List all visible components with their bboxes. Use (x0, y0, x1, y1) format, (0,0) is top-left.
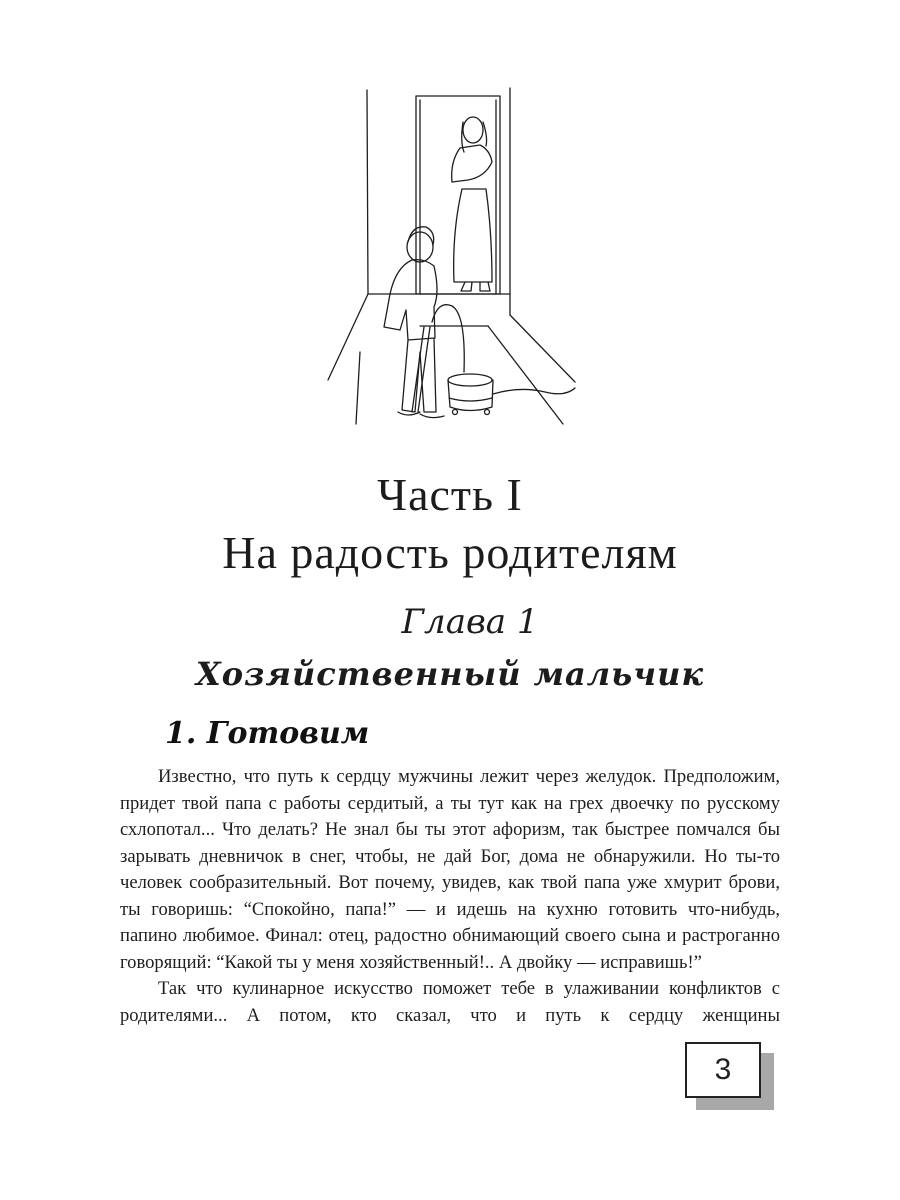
line-drawing-icon (320, 82, 580, 427)
body-text (120, 764, 780, 1029)
paragraph: Известно, что путь к сердцу мужчины лежит через желудок. Предположим, придет твой папа с работы сердитый, а ты тут как на грех двоечку по русскому схлопотал... Что делать? Не знал бы ты этот афоризм, так быстрее помчался бы зарывать дневничок в снег, чтобы, не дай Бог, дома не обнаружили. Но ты-то человек сообразительный. Вот почему, увидев, как твой папа уже хмурит брови, ты говоришь: “Спокойно, папа!” — и идешь на кухню готовить что-нибудь, папино любимое. Финал: отец, радостно обнимающий своего сына и растроганно говорящий: “Какой ты у меня хозяйственный!.. А двойку — исправишь!” (120, 766, 780, 973)
illustration-boy-vacuuming (320, 82, 580, 427)
section-title: 1. Готовим (165, 716, 370, 751)
part-number: Часть I (377, 469, 523, 520)
paragraph: Так что кулинарное искусство поможет тебе в улаживании конфликтов с родителями... А потом, кто сказал, что и путь к сердцу женщины (120, 978, 780, 1026)
chapter-title: Хозяйственный мальчик (195, 655, 705, 693)
page-number-box (685, 1042, 777, 1110)
page-number: 3 (685, 1042, 761, 1098)
part-title: На радость родителям (222, 527, 678, 578)
chapter-number: Глава 1 (401, 602, 539, 642)
